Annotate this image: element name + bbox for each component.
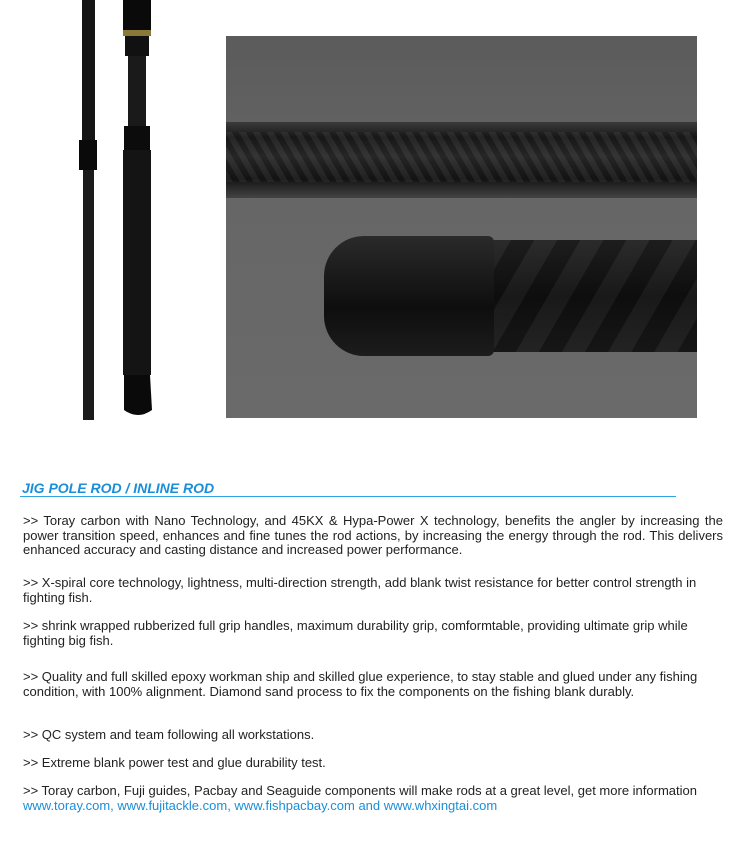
feature-paragraph-3: >> shrink wrapped rubberized full grip handles, maximum durability grip, comformtable, providing ultimate grip while fighting big fish. [23, 618, 688, 648]
rod-full-view-image [78, 0, 158, 420]
feature-paragraph-5: >> QC system and team following all workstations. [23, 727, 315, 742]
feature-paragraph-2: >> X-spiral core technology, lightness, multi-direction strength, add blank twist resistance for better control strength in fighting fish. [23, 575, 697, 605]
paragraph-7-text: >> Toray carbon, Fuji guides, Pacbay and Seaguide components will make rods at a great level, get more information [23, 783, 697, 798]
butt-cap-closeup [324, 236, 494, 356]
feature-paragraph-4: >> Quality and full skilled epoxy workman ship and skilled glue experience, to stay stable and glued under any fishing condition, with 100% alignment. Diamond sand process to fix the components on the fishing blank durably. [23, 669, 698, 699]
section-title: JIG POLE ROD / INLINE ROD [22, 480, 215, 496]
feature-paragraph-1: >> Toray carbon with Nano Technology, and 45KX & Hypa-Power X technology, benefits the angler by increasing the power transition speed, enhances and fine tunes the rod actions, by increasing the energy through the rod. This delivers enhanced accuracy and casting distance and increased power performance. [23, 513, 723, 557]
feature-paragraph-6: >> Extreme blank power test and glue durability test. [23, 755, 326, 770]
feature-paragraph-7 [23, 784, 723, 813]
component-links[interactable]: www.toray.com, www.fujitackle.com, www.fishpacbay.com and www.whxingtai.com [23, 797, 498, 813]
grip-handle-closeup [488, 240, 697, 352]
rod-detail-photo [226, 36, 697, 418]
title-underline [20, 496, 676, 497]
carbon-blank-closeup [226, 122, 697, 198]
